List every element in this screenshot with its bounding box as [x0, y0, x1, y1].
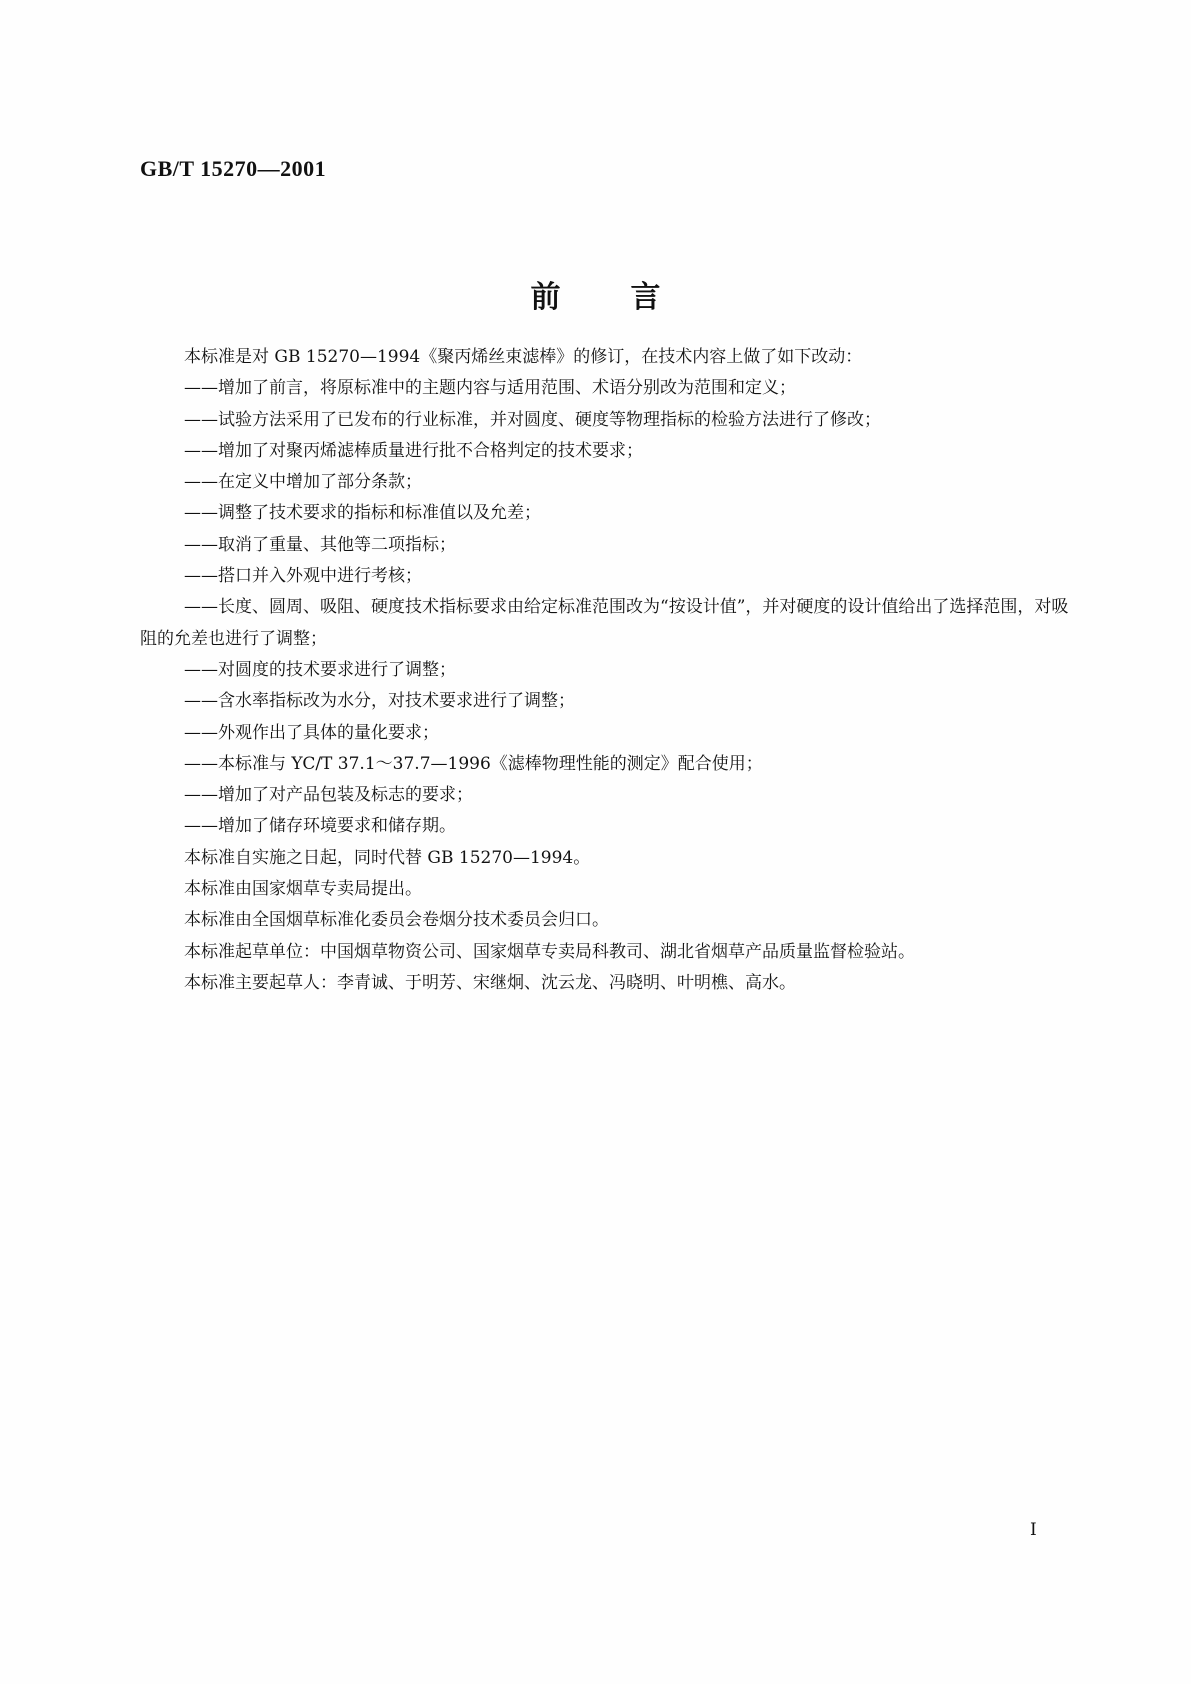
page-title: 前言 — [530, 280, 731, 315]
paragraph: 本标准由国家烟草专卖局提出。 — [184, 879, 422, 900]
paragraph: ——增加了对聚丙烯滤棒质量进行批不合格判定的技术要求； — [184, 440, 643, 461]
paragraph: ——增加了储存环境要求和储存期。 — [184, 816, 456, 837]
paragraph: ——试验方法采用了已发布的行业标准，并对圆度、硬度等物理指标的检验方法进行了修改； — [184, 409, 881, 430]
paragraph: ——在定义中增加了部分条款； — [184, 472, 422, 493]
paragraph: ——含水率指标改为水分，对技术要求进行了调整； — [184, 691, 575, 712]
paragraph: 本标准是对 GB 15270—1994《聚丙烯丝束滤棒》的修订，在技术内容上做了如下改动： — [184, 347, 863, 367]
paragraph: ——本标准与 YC/T 37.1～37.7—1996《滤棒物理性能的测定》配合使用； — [184, 753, 763, 774]
paragraph: 本标准由全国烟草标准化委员会卷烟分技术委员会归口。 — [184, 910, 609, 931]
paragraph: ——外观作出了具体的量化要求； — [184, 722, 439, 743]
paragraph: ——搭口并入外观中进行考核； — [184, 566, 422, 587]
document-body — [140, 342, 1070, 999]
page-number: I — [1030, 1520, 1037, 1540]
paragraph: ——长度、圆周、吸阻、硬度技术指标要求由给定标准范围改为“按设计值”，并对硬度的设计值给出了选择范围，对吸阻的允差也进行了调整； — [140, 597, 1069, 649]
paragraph: 本标准自实施之日起，同时代替 GB 15270—1994。 — [184, 847, 591, 868]
paragraph: ——对圆度的技术要求进行了调整； — [184, 659, 456, 680]
paragraph: ——调整了技术要求的指标和标准值以及允差； — [184, 503, 541, 524]
standard-code-header: GB/T 15270—2001 — [140, 156, 327, 181]
paragraph: ——取消了重量、其他等二项指标； — [184, 534, 456, 555]
paragraph: ——增加了对产品包装及标志的要求； — [184, 785, 473, 806]
paragraph: 本标准起草单位：中国烟草物资公司、国家烟草专卖局科教司、湖北省烟草产品质量监督检验站。 — [184, 941, 915, 962]
paragraph: ——增加了前言，将原标准中的主题内容与适用范围、术语分别改为范围和定义； — [184, 378, 796, 399]
paragraph: 本标准主要起草人：李青诚、于明芳、宋继炯、沈云龙、冯晓明、叶明樵、高水。 — [184, 972, 796, 993]
